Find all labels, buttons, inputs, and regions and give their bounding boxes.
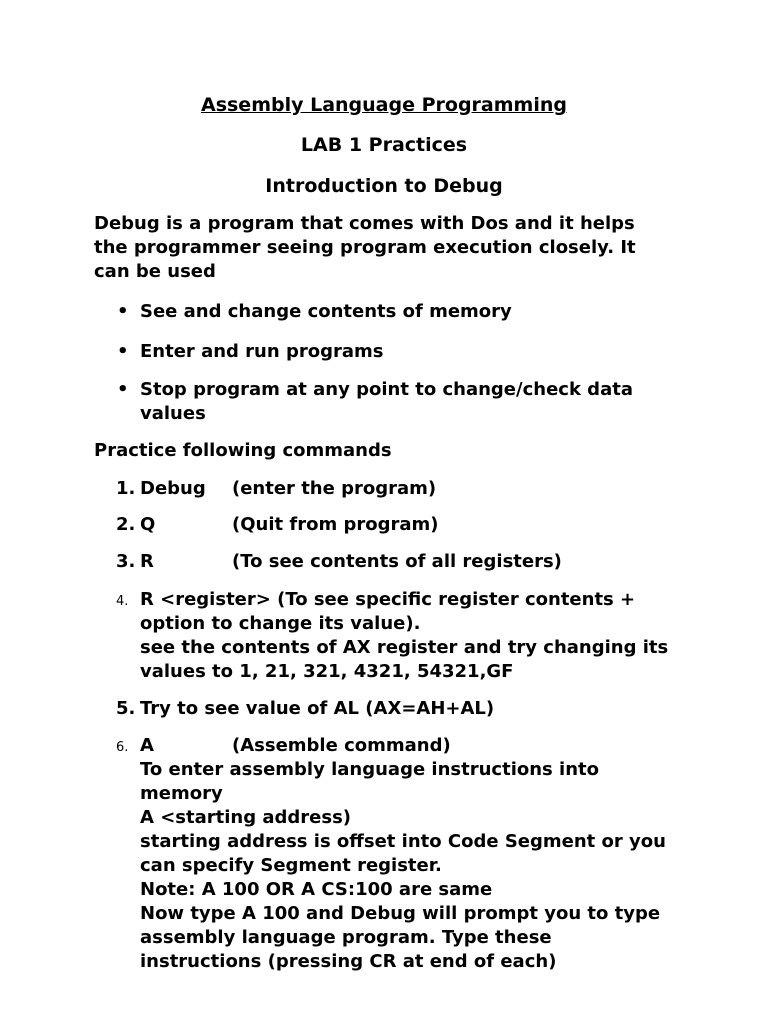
document-subtitle: LAB 1 Practices — [300, 134, 468, 156]
bullet-icon: • — [117, 379, 129, 400]
command-description: (enter the program) — [232, 478, 437, 499]
intro-line: Debug is a program that comes with Dos and it helps — [94, 213, 635, 234]
item-number: 6. — [116, 740, 129, 755]
bullet-icon: • — [117, 341, 129, 362]
item-number: 2. — [116, 514, 136, 535]
section-heading: Introduction to Debug — [265, 175, 503, 197]
command-description: (Quit from program) — [232, 514, 439, 535]
item-number: 3. — [116, 551, 136, 572]
bullet-text: Stop program at any point to change/check data values — [140, 379, 633, 424]
command-description: (Assemble command) — [232, 735, 451, 756]
item-number: 1. — [116, 478, 136, 499]
command-body: R <register> (To see specific register contents + option to change its value). see the contents of AX register and try changing its values to 1, 21, 321, 4321, 54321,GF — [140, 589, 669, 682]
command-description: (To see contents of all registers) — [232, 551, 562, 572]
intro-line: the programmer seeing program execution closely. It — [94, 237, 636, 258]
bullet-text: Enter and run programs — [140, 341, 384, 362]
command-name: R — [140, 551, 154, 572]
item-number: 4. — [116, 594, 129, 609]
bullet-text: See and change contents of memory — [140, 301, 512, 322]
command-name: A — [140, 735, 154, 756]
intro-line: can be used — [94, 261, 216, 282]
bullet-icon: • — [117, 301, 129, 322]
item-number: 5. — [116, 698, 136, 719]
command-name: Try to see value of AL (AX=AH+AL) — [140, 698, 495, 719]
intro-paragraph — [94, 212, 684, 284]
document-title: Assembly Language Programming — [200, 94, 567, 116]
command-name: Debug — [140, 478, 206, 499]
command-name: Q — [140, 514, 156, 535]
practice-heading: Practice following commands — [94, 440, 392, 461]
command-body: To enter assembly language instructions into memory A <starting address) starting address is offset into Code Segment or you can specify Segment register. Note: A 100 OR A CS:100 are same Now type A 100 and Debug will prompt you to type assembly language program. Type these instructions (pressing CR at end of each) — [140, 759, 666, 972]
